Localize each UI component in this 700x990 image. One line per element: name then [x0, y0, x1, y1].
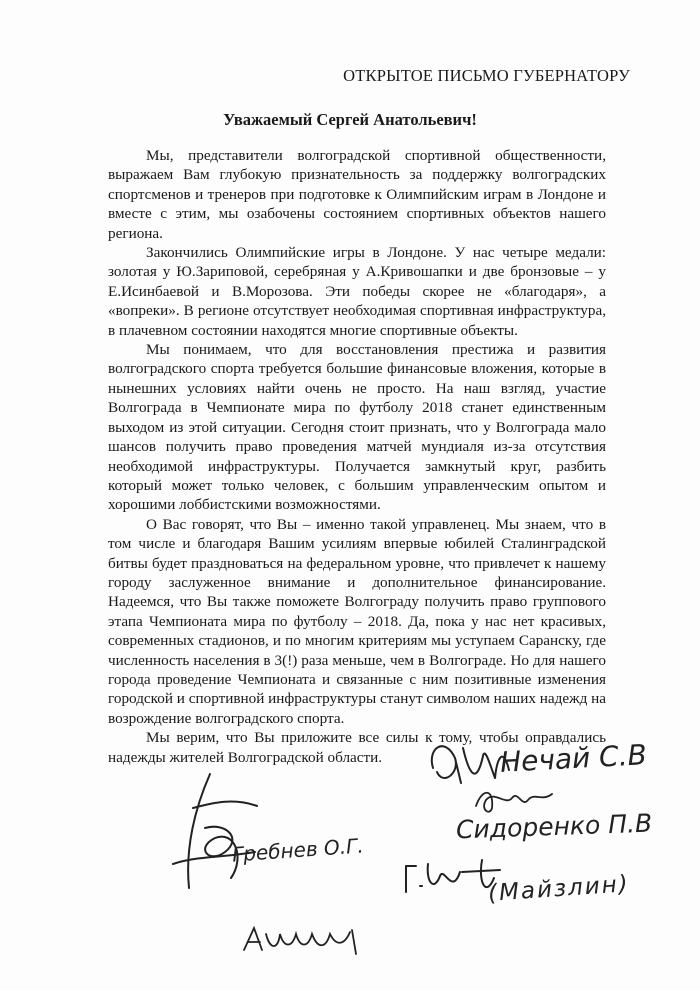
paragraph-4: О Вас говорят, что Вы – именно такой управленец. Мы знаем, что в том числе и благодаря Вашим усилиям впервые юбилей Сталинградской битвы будет праздноваться на федеральном уровне, что привлечет к нашему городу заслуженное внимание и дополнительное финансирование. Надеемся, что Вы также поможете Волгограду получить право группового этапа Чемпионата мира по футболу – 2018. Да, пока у нас нет красивых, современных стадионов, и по многим критериям мы уступаем Саранску, где численность населения в 3(!) раза меньше, чем в Волгограде. Но для нашего города проведение Чемпионата и связанные с ним позитивные изменения городской и спортивной инфраструктуры станут символом наших надежд на возрождение волгоградского спорта.	[108, 515, 606, 727]
signature-scribble-5	[240, 920, 365, 960]
paragraph-3: Мы понимаем, что для восстановления престижа и развития волгоградского спорта требуется большие финансовые вложения, которые в нынешних условиях найти очень не просто. На наш взгляд, участие Волгограда в Чемпионате мира по футболу 2018 станет единственным выходом из этой ситуации. Сегодня стоит признать, что у Волгограда мало шансов получить право проведения матчей мундиаля из-за отсутствия необходимой инфраструктуры. Получается замкнутый круг, разбить который может только человек, с большим управленческим опытом и хорошими лоббистскими возможностями.	[108, 341, 606, 514]
signature-nechay: Нечай С.В	[499, 738, 648, 779]
signature-grebnev: Гребнев О.Г.	[231, 833, 365, 867]
letter-body	[108, 146, 606, 767]
paragraph-5: Мы верим, что Вы приложите все силы к тому, чтобы оправдались надежды жителей Волгоградской области.	[108, 729, 606, 766]
letter-title: ОТКРЫТОЕ ПИСЬМО ГУБЕРНАТОРУ	[343, 66, 630, 85]
paragraph-2: Закончились Олимпийские игры в Лондоне. У нас четыре медали: золотая у Ю.Зариповой, серебряная у А.Кривошапки и две бронзовые – у Е.Исинбаевой и В.Морозова. Эти победы скорее не «благодаря», а «вопреки». В регионе отсутствует необходимая спортивная инфраструктура, в плачевном состоянии находятся многие спортивные объекты.	[108, 244, 606, 339]
salutation: Уважаемый Сергей Анатольевич!	[223, 110, 477, 129]
paragraph-1: Мы, представители волгоградской спортивной общественности, выражаем Вам глубокую признательность за поддержку волгоградских спортсменов и тренеров при подготовке к Олимпийским играм в Лондоне и вместе с этим, мы озабочены состоянием спортивных объектов нашего региона.	[108, 147, 606, 242]
signature-scribble-3	[165, 768, 275, 908]
signature-maizlin: (Майзлин)	[487, 871, 631, 907]
signature-sidorenko: Сидоренко П.В	[455, 808, 653, 845]
